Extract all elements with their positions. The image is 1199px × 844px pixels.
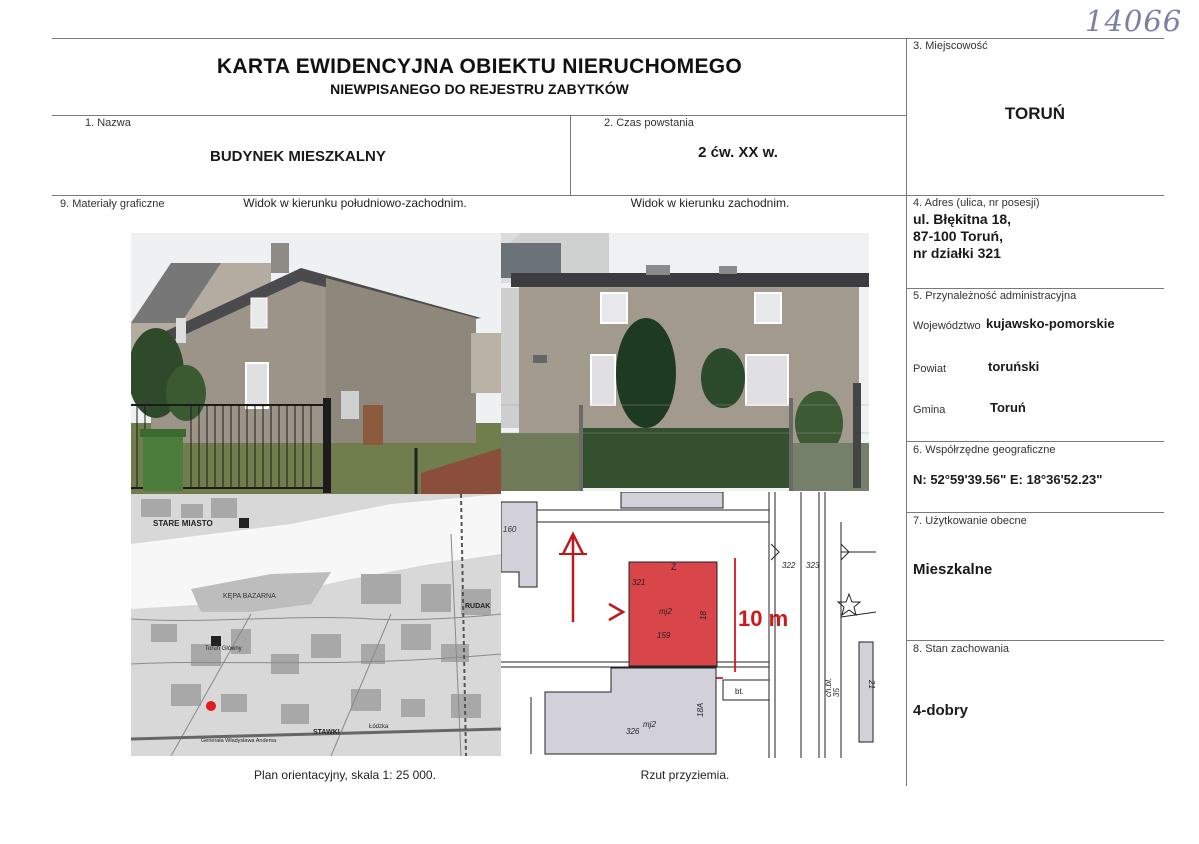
admin-label: 5. Przynależność administracyjna — [913, 290, 1077, 302]
row-divider-1 — [52, 115, 907, 116]
voivodeship-label: Województwo — [913, 320, 981, 332]
plan-label-21: 21 — [867, 680, 876, 689]
map-label-kepa: KĘPA BAZARNA — [223, 593, 276, 600]
map-label-rudak: RUDAK — [465, 603, 491, 610]
orientation-map — [131, 494, 501, 756]
map-label-lodzka: Łódzka — [369, 724, 389, 730]
address-line-3: nr działki 321 — [913, 245, 1001, 261]
plan-label-321: 321 — [632, 578, 646, 587]
map-caption: Plan orientacyjny, skala 1: 25 000. — [254, 768, 436, 782]
plan-dim-10m: 10 m — [738, 606, 789, 631]
plan-label-m2b: mj2 — [643, 720, 656, 729]
county-label: Powiat — [913, 363, 947, 375]
col-divider-main — [906, 38, 907, 786]
photo2-caption: Widok w kierunku zachodnim. — [630, 196, 790, 210]
plan-label-35: 35 — [832, 688, 841, 697]
plan-label-159: 159 — [657, 631, 671, 640]
photo-west-view — [501, 233, 869, 491]
plan-label-323: 323 — [806, 561, 820, 570]
coords-label: 6. Współrzędne geograficzne — [913, 444, 1056, 456]
right-divider-7 — [906, 512, 1164, 513]
right-divider-5 — [906, 288, 1164, 289]
commune-value: Toruń — [990, 400, 1026, 415]
plan-label-18: 18 — [699, 611, 708, 620]
locality-value: TORUŃ — [1004, 104, 1066, 123]
plan-label-326: 326 — [626, 727, 640, 736]
plan-label-18a: 18A — [696, 702, 705, 717]
address-line-2: 87-100 Toruń, — [913, 228, 1003, 244]
name-value: BUDYNEK MIESZKALNY — [210, 148, 386, 165]
plan-entrance-mark: Z — [671, 562, 677, 572]
plan-caption: Rzut przyziemia. — [640, 768, 730, 782]
plan-label-322: 322 — [782, 561, 796, 570]
graphics-label: 9. Materiały graficzne — [60, 198, 165, 210]
right-divider-8 — [906, 640, 1164, 641]
photo1-caption: Widok w kierunku południowo-zachodnim. — [243, 196, 467, 210]
address-label: 4. Adres (ulica, nr posesji) — [913, 197, 1040, 209]
page-title: KARTA EWIDENCYJNA OBIEKTU NIERUCHOMEGO — [216, 55, 743, 78]
plan-label-chbl: ch.bl. — [824, 677, 833, 697]
date-label: 2. Czas powstania — [604, 117, 694, 129]
usage-label: 7. Użytkowanie obecne — [913, 515, 1027, 527]
coords-value: N: 52°59'39.56" E: 18°36'52.23" — [913, 472, 1103, 487]
plan-label-160: 160 — [503, 525, 517, 534]
plan-label-bt: bt. — [735, 687, 744, 696]
page-subtitle: NIEWPISANEGO DO REJESTRU ZABYTKÓW — [330, 81, 629, 97]
map-label-stare-miasto: STARE MIASTO — [153, 519, 213, 528]
map-label-torun-glowny: Toruń Główny — [205, 646, 242, 652]
photo-southwest-view — [131, 233, 501, 495]
locality-label: 3. Miejscowość — [913, 40, 988, 52]
right-divider-6 — [906, 441, 1164, 442]
map-label-andersa: Generała Władysława Andersa — [201, 738, 277, 744]
voivodeship-value: kujawsko-pomorskie — [986, 316, 1115, 331]
ground-floor-plan — [501, 492, 876, 758]
county-value: toruński — [988, 359, 1040, 374]
plan-label-m2: mj2 — [659, 607, 672, 616]
commune-label: Gmina — [913, 404, 946, 416]
name-label: 1. Nazwa — [85, 117, 131, 129]
handwritten-number: 14066 — [1085, 4, 1183, 38]
top-border — [52, 38, 1164, 39]
address-line-1: ul. Błękitna 18, — [913, 211, 1012, 227]
condition-value: 4-dobry — [913, 702, 969, 719]
condition-label: 8. Stan zachowania — [913, 643, 1010, 655]
map-label-stawki: STAWKI — [313, 729, 340, 736]
date-value: 2 ćw. XX w. — [698, 144, 778, 161]
usage-value: Mieszkalne — [913, 561, 993, 578]
